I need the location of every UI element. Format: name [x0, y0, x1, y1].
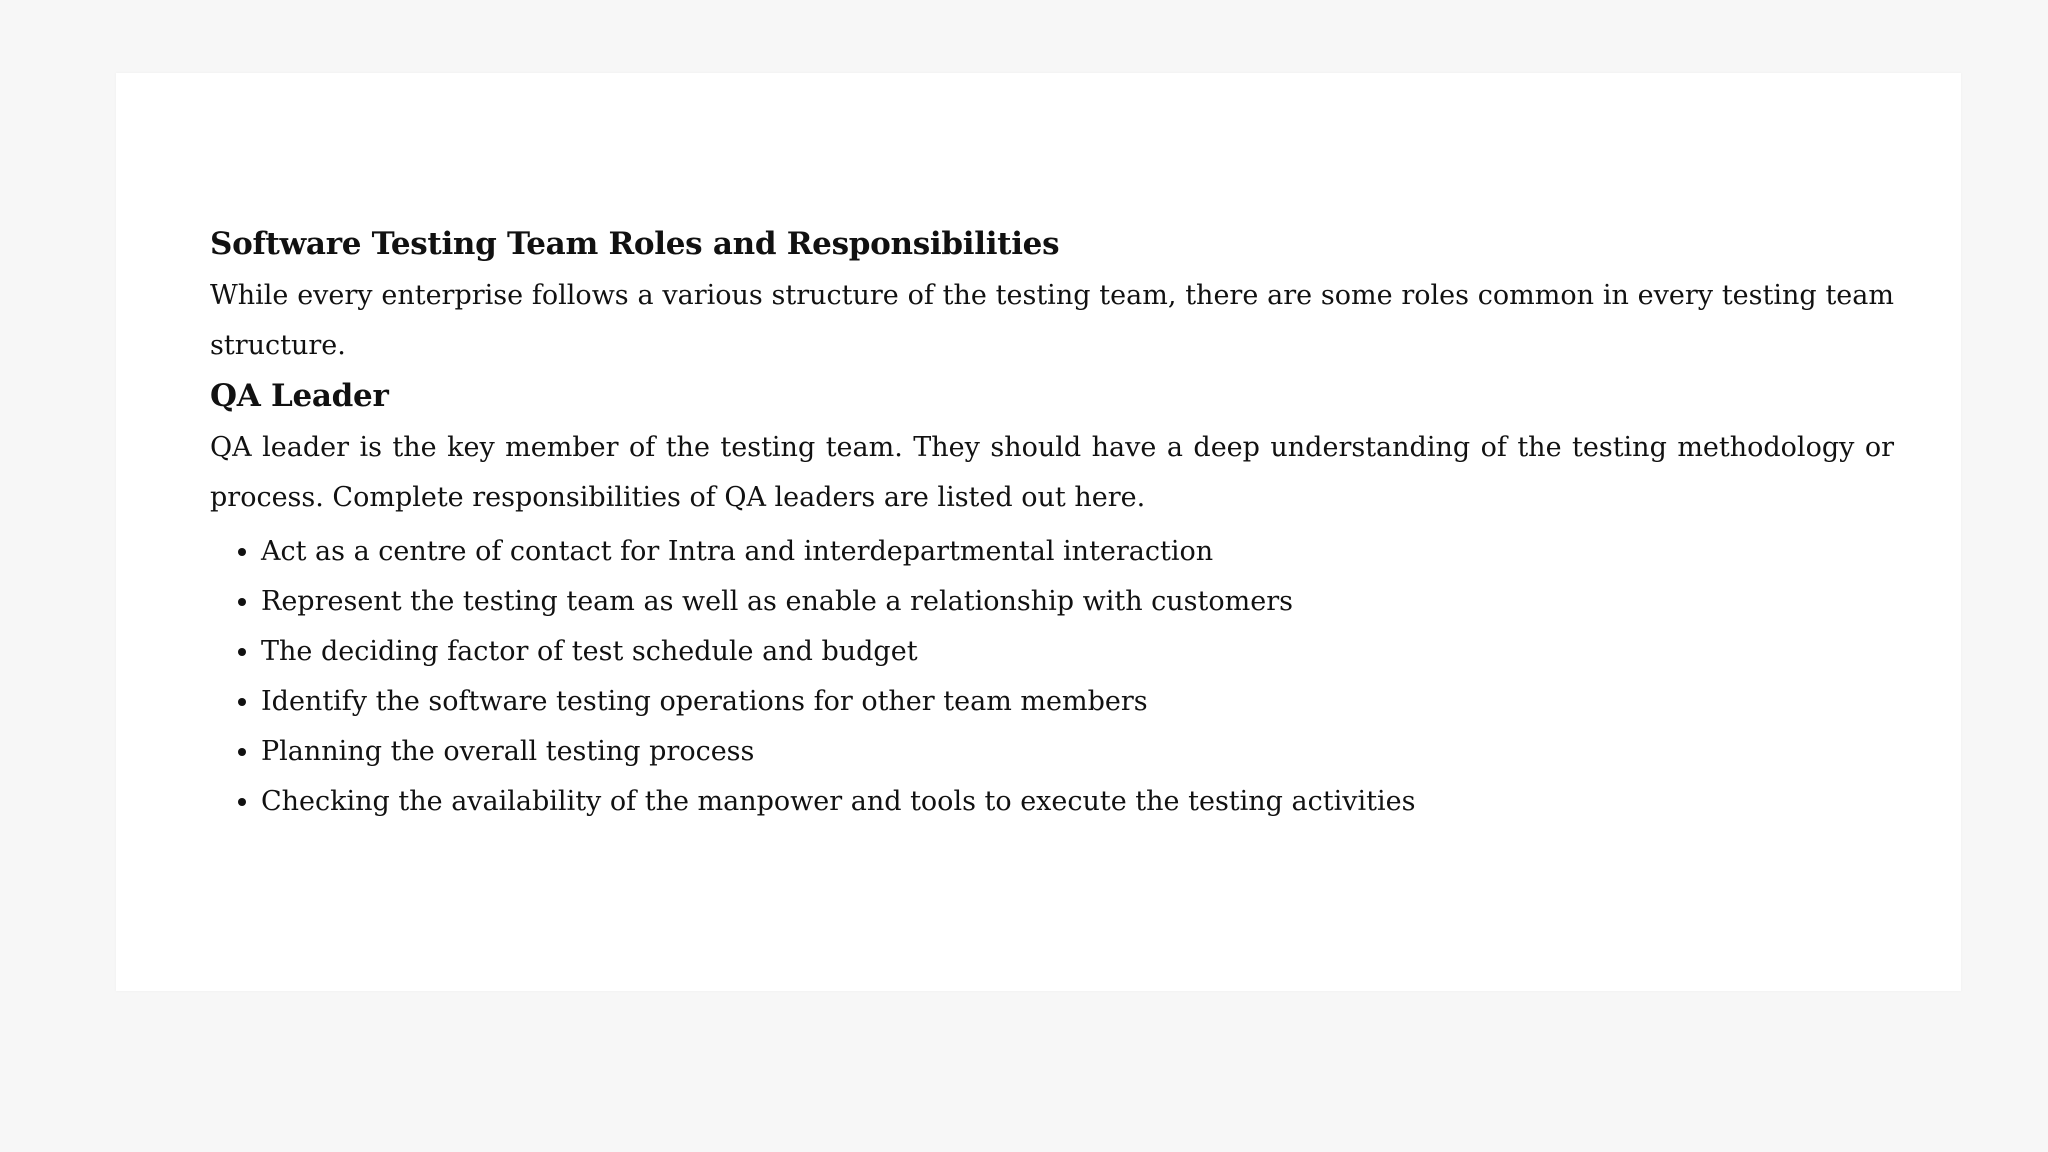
responsibilities-list [210, 527, 1894, 827]
page-title: Software Testing Team Roles and Responsibilities [210, 226, 1060, 262]
intro-paragraph: While every enterprise follows a various structure of the testing team, there are some roles common in every testing team structure. [210, 280, 1894, 361]
section-paragraph: QA leader is the key member of the testing team. They should have a deep understanding of the testing methodology or process. Complete responsibilities of QA leaders are listed out here. [210, 432, 1894, 513]
list-item: • Checking the availability of the manpower and tools to execute the testing activities [261, 777, 1894, 827]
list-item: • Identify the software testing operations for other team members [261, 677, 1894, 727]
document-page [116, 73, 1961, 991]
section-heading: QA Leader [210, 378, 389, 414]
list-item: • The deciding factor of test schedule and budget [261, 627, 1894, 677]
list-item: • Represent the testing team as well as enable a relationship with customers [261, 577, 1894, 627]
article-content [210, 223, 1894, 827]
list-item: • Act as a centre of contact for Intra and interdepartmental interaction [261, 527, 1894, 577]
list-item: • Planning the overall testing process [261, 727, 1894, 777]
